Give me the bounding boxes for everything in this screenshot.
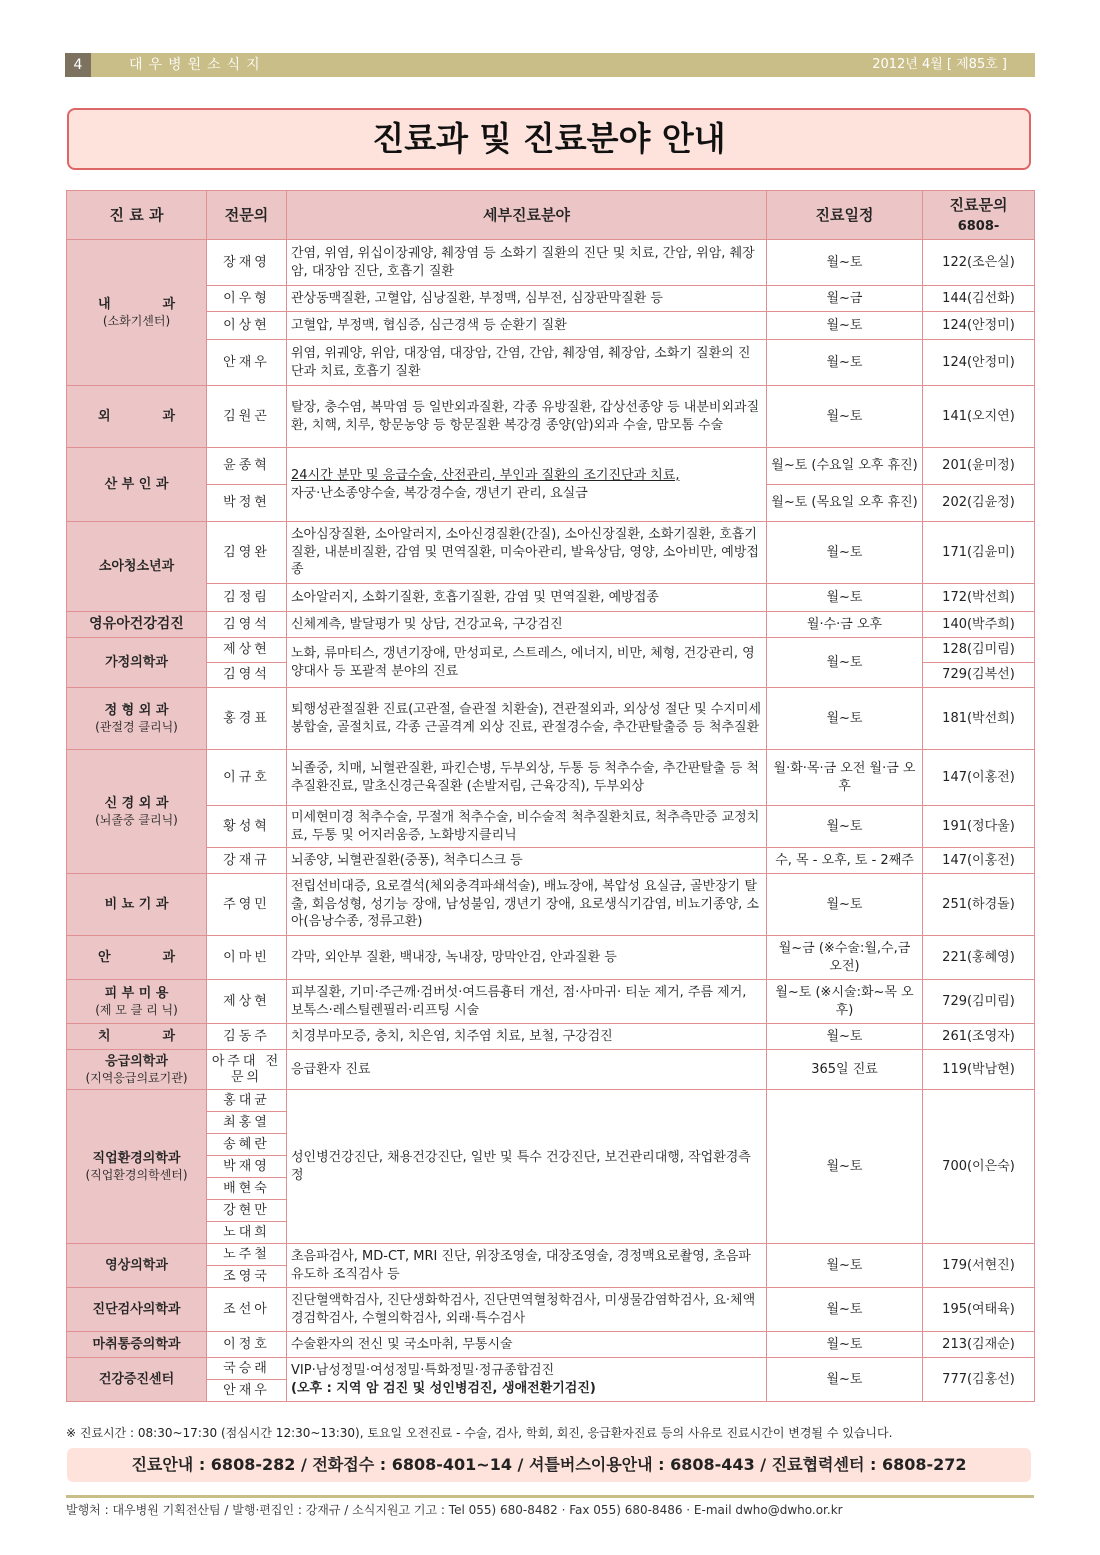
table-row [67,340,1035,386]
doctor-name: 박정현 [207,485,287,522]
table-row [67,522,1035,584]
table-row [67,612,1035,638]
detail-cell: 성인병건강진단, 채용건강진단, 일반 및 특수 건강진단, 보건관리대행, 작업환경측정 [287,1090,767,1244]
schedule-cell: 월~토 [767,638,923,688]
dept-subtitle: (제 모 클 리 닉) [95,1003,178,1018]
inquiry-cell: 729(김미림) [923,980,1035,1024]
doctor-name: 강재규 [207,848,287,874]
doctor-name: 김동주 [207,1024,287,1050]
detail-cell: 노화, 류마티스, 갱년기장애, 만성피로, 스트레스, 에너지, 비만, 체형, 건강관리, 영양대사 등 포괄적 분야의 진료 [287,638,767,688]
doctor-name: 최홍열 [207,1112,287,1134]
inquiry-cell: 181(박선희) [923,688,1035,750]
inquiry-cell: 119(박남현) [923,1050,1035,1090]
doctor-name: 제상현 [207,980,287,1024]
table-row [67,386,1035,448]
detail-cell: 탈장, 충수염, 복막염 등 일반외과질환, 각종 유방질환, 갑상선종양 등 내분비외과질환, 치핵, 치루, 항문농양 등 항문질환 복강경 종양(암)외과 수술, 맘모톰 수술 [287,386,767,448]
header-inquiry-prefix: 6808- [957,218,1000,234]
detail-cell: 치경부마모증, 충치, 치은염, 치주염 치료, 보철, 구강검진 [287,1024,767,1050]
detail-cell: 초음파검사, MD-CT, MRI 진단, 위장조영술, 대장조영술, 경정맥요로촬영, 초음파유도하 조직검사 등 [287,1244,767,1288]
doctor-name: 송혜란 [207,1134,287,1156]
dept-radiology: 영상의학과 [67,1244,207,1288]
detail-cell: 관상동맥질환, 고혈압, 심낭질환, 부정맥, 심부전, 심장판막질환 등 [287,286,767,312]
inquiry-cell: 141(오지연) [923,386,1035,448]
issue-date: 2012년 4월 [ 제85호 ] [872,57,1007,72]
header-detail: 세부진료분야 [287,191,767,240]
doctor-name: 제상현 [207,638,287,663]
dept-subtitle: (직업환경의학센터) [85,1168,188,1183]
dept-urology: 비 뇨 기 과 [67,874,207,936]
detail-cell [287,1358,767,1402]
table-row [67,312,1035,340]
inquiry-cell: 179(서현진) [923,1244,1035,1288]
dept-derm [67,980,207,1024]
dept-lab: 진단검사의학과 [67,1288,207,1332]
inquiry-cell: 777(김홍선) [923,1358,1035,1402]
dept-anesth: 마취통증의학과 [67,1332,207,1358]
schedule-cell: 월·화·목·금 오전 월·금 오후 [767,750,923,806]
doctor-name: 김영석 [207,612,287,638]
inquiry-cell: 251(하경돌) [923,874,1035,936]
detail-line-a: 24시간 분만 및 응급수술, 산전관리, 부인과 질환의 조기진단과 치료, [291,467,680,483]
inquiry-cell: 144(김선화) [923,286,1035,312]
dept-ophth: 안 과 [67,936,207,980]
doctor-name: 김정림 [207,584,287,612]
dept-name: 응급의학과 [105,1053,168,1069]
page-header [65,53,1035,77]
dept-family: 가정의학과 [67,638,207,688]
dept-ortho [67,688,207,750]
doctor-name: 박재영 [207,1156,287,1178]
doctor-name: 장재영 [207,240,287,286]
detail-cell: 전립선비대증, 요로결석(체외충격파쇄석술), 배뇨장애, 복압성 요실금, 골반장기 탈출, 회음성형, 성기능 장애, 남성불임, 갱년기 장애, 요로생식기감염, 비뇨기종양, 소아(음낭수종, 정류고환) [287,874,767,936]
schedule-cell: 월~토 [767,1244,923,1288]
doctor-name: 강현만 [207,1200,287,1222]
schedule-cell: 월~토 [767,1358,923,1402]
table-row [67,1244,1035,1266]
detail-cell: 미세현미경 척추수술, 무절개 척추수술, 비수술적 척추질환치료, 척추측만증 교정치료, 두통 및 어지러움증, 노화방지클리닉 [287,806,767,848]
detail-cell: 뇌졸중, 치매, 뇌혈관질환, 파킨슨병, 두부외상, 두통 등 척추수술, 추간판탈출 등 척추질환진료, 말초신경근육질환 (손발저림, 근육강직), 두부외상 [287,750,767,806]
dept-infant-check: 영유아건강검진 [67,612,207,638]
doctor-name: 김원곤 [207,386,287,448]
inquiry-cell: 171(김윤미) [923,522,1035,584]
schedule-cell: 월~토 [767,1090,923,1244]
doctor-name: 윤종혁 [207,448,287,485]
inquiry-cell: 124(안정미) [923,312,1035,340]
doctor-name: 김영석 [207,663,287,688]
doctor-name: 조선아 [207,1288,287,1332]
inquiry-cell: 124(안정미) [923,340,1035,386]
doctor-name: 배현숙 [207,1178,287,1200]
inquiry-cell: 122(조은실) [923,240,1035,286]
dept-name: 신 경 외 과 [104,795,169,811]
schedule-cell: 365일 진료 [767,1050,923,1090]
doctor-name: 노주철 [207,1244,287,1266]
dept-subtitle: (관절경 클리닉) [95,720,178,735]
detail-line-b: (오후 : 지역 암 검진 및 성인병검진, 생애전환기검진) [291,1380,596,1396]
doctor-name: 이상현 [207,312,287,340]
inquiry-cell: 140(박주희) [923,612,1035,638]
schedule-cell: 월~토 [767,1332,923,1358]
table-row [67,286,1035,312]
page-title: 진료과 및 진료분야 안내 [67,108,1031,170]
schedule-cell: 월~토 [767,522,923,584]
table-row [67,936,1035,980]
dept-name: 피 부 미 용 [104,985,169,1001]
detail-cell: 수술환자의 전신 및 국소마취, 무통시술 [287,1332,767,1358]
inquiry-cell: 172(박선희) [923,584,1035,612]
schedule-cell: 월~토 [767,806,923,848]
schedule-cell: 월~토 [767,1288,923,1332]
doctor-name: 국승래 [207,1358,287,1380]
dept-neuro [67,750,207,874]
table-header-row [67,191,1035,240]
publisher-footer: 발행처 : 대우병원 기획전산팀 / 발행·편집인 : 강재규 / 소식지원고 기고 : Tel 055) 680-8482 · Fax 055) 680-8486 · E-mail dwho@dwho.or.kr [66,1503,843,1517]
table-row [67,1332,1035,1358]
detail-cell: 신체계측, 발달평가 및 상담, 건강교육, 구강검진 [287,612,767,638]
inquiry-cell: 195(여태육) [923,1288,1035,1332]
doctor-name: 안재우 [207,340,287,386]
detail-line-b: 자궁·난소종양수술, 복강경수술, 갱년기 관리, 요실금 [291,485,588,501]
dept-internal [67,240,207,386]
dept-subtitle: (소화기센터) [102,314,171,329]
dept-surgery: 외 과 [67,386,207,448]
table-row [67,848,1035,874]
detail-cell: 소아알러지, 소화기질환, 호흡기질환, 감염 및 면역질환, 예방접종 [287,584,767,612]
clinic-hours-note: ※ 진료시간 : 08:30~17:30 (점심시간 12:30~13:30), 토요일 오전진료 - 수술, 검사, 학회, 회진, 응급환자진료 등의 사유로 진료시간이 변경될 수 있습니다. [66,1426,893,1440]
schedule-cell: 월~토 [767,340,923,386]
table-row [67,1090,1035,1112]
inquiry-cell: 213(김재순) [923,1332,1035,1358]
table-row [67,584,1035,612]
schedule-cell: 월~토 [767,386,923,448]
table-row [67,1050,1035,1090]
dept-dental: 치 과 [67,1024,207,1050]
table-row [67,874,1035,936]
newsletter-name: 대우병원소식지 [129,57,266,73]
doctor-name: 노대희 [207,1222,287,1244]
page-number: 4 [65,53,91,77]
doctor-name: 황성혁 [207,806,287,848]
detail-cell: 소아심장질환, 소아알러지, 소아신경질환(간질), 소아신장질환, 소화기질환, 호흡기질환, 내분비질환, 감염 및 면역질환, 미숙아관리, 발육상담, 영양, 소아비만, 예방접종 [287,522,767,584]
schedule-cell: 월~토 [767,240,923,286]
schedule-cell: 수, 목 - 오후, 토 - 2째주 [767,848,923,874]
dept-name: 내 과 [97,296,176,312]
table-row [67,1358,1035,1380]
doctor-name: 홍대균 [207,1090,287,1112]
table-row [67,638,1035,663]
dept-name: 정 형 외 과 [104,702,169,718]
dept-occupational [67,1090,207,1244]
schedule-cell: 월~토 (※시술:화~목 오후) [767,980,923,1024]
schedule-cell: 월~토 [767,688,923,750]
dept-subtitle: (뇌졸중 클리닉) [95,813,178,828]
dept-checkup: 건강증진센터 [67,1358,207,1402]
detail-cell: 퇴행성관절질환 진료(고관절, 슬관절 치환술), 견관절외과, 외상성 절단 및 수지미세봉합술, 골절치료, 각종 근골격계 외상 진료, 관절경수술, 추간판탈출증 등 척추질환 [287,688,767,750]
table-row [67,1024,1035,1050]
header-dept: 진 료 과 [67,191,207,240]
table-row [67,1288,1035,1332]
doctor-name: 주영민 [207,874,287,936]
header-doctor: 전문의 [207,191,287,240]
dept-pediatrics: 소아청소년과 [67,522,207,612]
schedule-cell: 월~토 [767,1024,923,1050]
detail-cell: 응급환자 진료 [287,1050,767,1090]
doctor-name: 김영완 [207,522,287,584]
detail-cell [287,448,767,522]
inquiry-cell: 261(조영자) [923,1024,1035,1050]
schedule-cell: 월~금 [767,286,923,312]
schedule-cell: 월~토 (목요일 오후 휴진) [767,485,923,522]
inquiry-cell: 221(홍혜영) [923,936,1035,980]
table-row [67,806,1035,848]
contact-bar: 진료안내 : 6808-282 / 전화접수 : 6808-401~14 / 셔틀버스이용안내 : 6808-443 / 진료협력센터 : 6808-272 [67,1448,1031,1482]
doctor-name: 이우형 [207,286,287,312]
table-row [67,448,1035,485]
header-schedule: 진료일정 [767,191,923,240]
doctor-name: 이정호 [207,1332,287,1358]
inquiry-cell: 128(김미림) [923,638,1035,663]
doctor-name: 안재우 [207,1380,287,1402]
inquiry-cell: 147(이홍전) [923,750,1035,806]
detail-cell: 뇌종양, 뇌혈관질환(중풍), 척추디스크 등 [287,848,767,874]
detail-cell: 각막, 외안부 질환, 백내장, 녹내장, 망막안검, 안과질환 등 [287,936,767,980]
detail-cell: 고혈압, 부정맥, 협심증, 심근경색 등 순환기 질환 [287,312,767,340]
table-row [67,750,1035,806]
table-row [67,980,1035,1024]
inquiry-cell: 191(정다울) [923,806,1035,848]
dept-obgyn: 산 부 인 과 [67,448,207,522]
header-inquiry-label: 진료문의 [949,195,1008,214]
dept-name: 직업환경의학과 [92,1150,181,1166]
doctor-name: 조영국 [207,1266,287,1288]
inquiry-cell: 700(이은숙) [923,1090,1035,1244]
detail-line-a: VIP·남성정밀·여성정밀·특화정밀·정규종합검진 [291,1362,555,1378]
dept-emergency [67,1050,207,1090]
inquiry-cell: 201(윤미정) [923,448,1035,485]
inquiry-cell: 202(김윤정) [923,485,1035,522]
inquiry-cell: 729(김복선) [923,663,1035,688]
table-row [67,240,1035,286]
doctor-name: 홍경표 [207,688,287,750]
schedule-cell: 월~금 (※수술:월,수,금 오전) [767,936,923,980]
schedule-cell: 월~토 [767,874,923,936]
doctor-name: 이마빈 [207,936,287,980]
inquiry-cell: 147(이홍전) [923,848,1035,874]
footer-divider [66,1495,1034,1498]
schedule-cell: 월·수·금 오후 [767,612,923,638]
detail-cell: 진단혈액학검사, 진단생화학검사, 진단면역혈청학검사, 미생물감염학검사, 요·체액경검학검사, 수혈의학검사, 외래·특수검사 [287,1288,767,1332]
header-inquiry [923,191,1035,240]
dept-subtitle: (지역응급의료기관) [85,1071,188,1086]
detail-cell: 위염, 위궤양, 위암, 대장염, 대장암, 간염, 간암, 췌장염, 췌장암, 소화기 질환의 진단과 치료, 호흡기 질환 [287,340,767,386]
schedule-cell: 월~토 (수요일 오후 휴진) [767,448,923,485]
schedule-cell: 월~토 [767,312,923,340]
doctor-name: 아주대 전문의 [207,1050,287,1090]
doctor-name: 이규호 [207,750,287,806]
department-table [66,190,1035,1402]
schedule-cell: 월~토 [767,584,923,612]
detail-cell: 피부질환, 기미·주근깨·검버섯·여드름흉터 개선, 점·사마귀· 티눈 제거, 주름 제거, 보톡스·레스틸렌필러·리프팅 시술 [287,980,767,1024]
detail-cell: 간염, 위염, 위십이장궤양, 췌장염 등 소화기 질환의 진단 및 치료, 간암, 위암, 췌장암, 대장암 진단, 호흡기 질환 [287,240,767,286]
table-row [67,688,1035,750]
